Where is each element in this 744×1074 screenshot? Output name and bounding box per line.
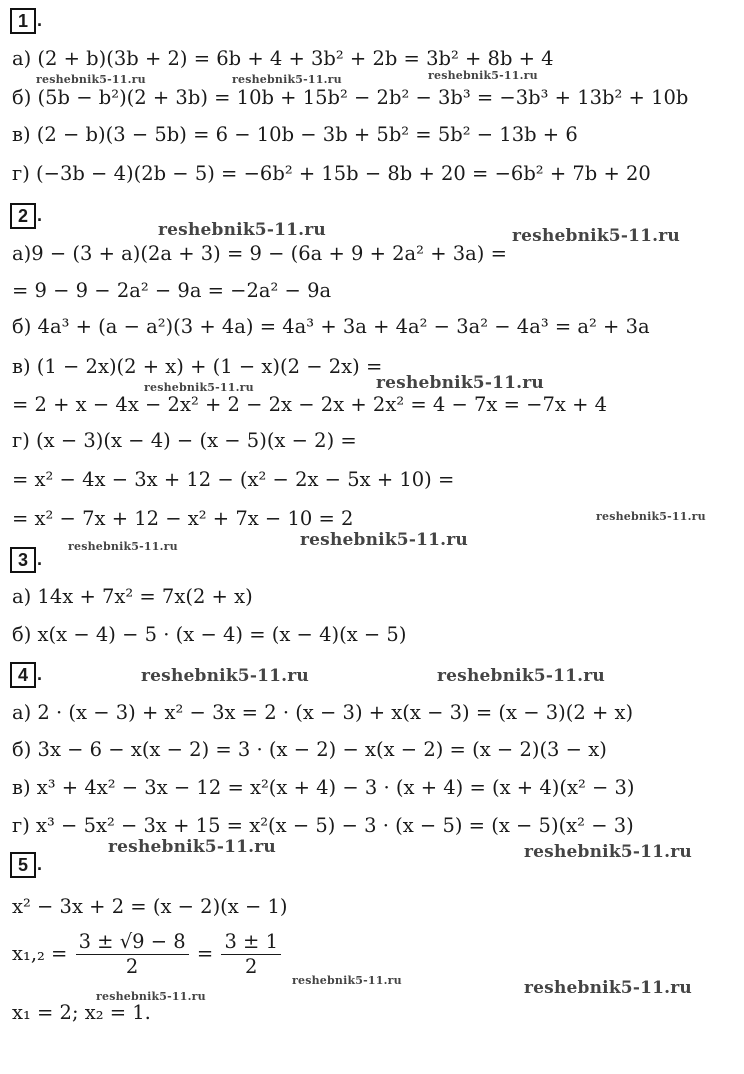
solution-line: а)9 − (3 + a)(2a + 3) = 9 − (6a + 9 + 2a² + 3a) = [12,242,507,265]
solution-line: = 9 − 9 − 2a² − 9a = −2a² − 9a [12,279,332,302]
watermark: reshebnik5-11.ru [144,381,254,394]
section-number-4: 4 [10,662,36,688]
equals-sign: = [196,942,214,965]
solution-line: x₁ = 2; x₂ = 1. [12,1001,151,1024]
section-dot: . [37,10,43,30]
fraction [221,930,281,979]
watermark: reshebnik5-11.ru [512,226,680,246]
section-dot: . [37,664,43,684]
watermark: reshebnik5-11.ru [596,510,706,523]
solution-line: а) 14x + 7x² = 7x(2 + x) [12,585,253,608]
solution-line: б) (5b − b²)(2 + 3b) = 10b + 15b² − 2b² − 3b³ = −3b³ + 13b² + 10b [12,86,689,109]
watermark: reshebnik5-11.ru [524,978,692,998]
watermark: reshebnik5-11.ru [300,530,468,550]
watermark: reshebnik5-11.ru [428,69,538,82]
solution-line: = 2 + x − 4x − 2x² + 2 − 2x − 2x + 2x² = 4 − 7x = −7x + 4 [12,393,608,416]
watermark: reshebnik5-11.ru [437,666,605,686]
fraction-numerator: 3 ± √9 − 8 [76,930,189,955]
watermark: reshebnik5-11.ru [108,837,276,857]
watermark: reshebnik5-11.ru [292,974,402,987]
section-dot: . [37,549,43,569]
watermark: reshebnik5-11.ru [232,73,342,86]
watermark: reshebnik5-11.ru [158,220,326,240]
watermark: reshebnik5-11.ru [376,373,544,393]
roots-label: x₁,₂ = [12,942,68,965]
section-number-2: 2 [10,203,36,229]
solution-line: б) 4a³ + (a − a²)(3 + 4a) = 4a³ + 3a + 4a² − 3a² − 4a³ = a² + 3a [12,315,650,338]
watermark: reshebnik5-11.ru [36,73,146,86]
solution-line: в) (1 − 2x)(2 + x) + (1 − x)(2 − 2x) = [12,355,383,378]
watermark: reshebnik5-11.ru [68,540,178,553]
fraction [76,930,189,979]
watermark: reshebnik5-11.ru [524,842,692,862]
watermark: reshebnik5-11.ru [96,990,206,1003]
solution-line: б) x(x − 4) − 5 · (x − 4) = (x − 4)(x − 5) [12,623,407,646]
section-dot: . [37,205,43,225]
section-dot: . [37,854,43,874]
quadratic-roots-formula [12,930,283,979]
fraction-denominator: 2 [245,955,258,978]
section-number-1: 1 [10,8,36,34]
fraction-numerator: 3 ± 1 [221,930,281,955]
solution-line: а) (2 + b)(3b + 2) = 6b + 4 + 3b² + 2b = 3b² + 8b + 4 [12,47,554,70]
solution-line: г) (−3b − 4)(2b − 5) = −6b² + 15b − 8b + 20 = −6b² + 7b + 20 [12,162,651,185]
solution-line: в) x³ + 4x² − 3x − 12 = x²(x + 4) − 3 · (x + 4) = (x + 4)(x² − 3) [12,776,635,799]
solution-line: б) 3x − 6 − x(x − 2) = 3 · (x − 2) − x(x − 2) = (x − 2)(3 − x) [12,738,607,761]
solution-line: г) (x − 3)(x − 4) − (x − 5)(x − 2) = [12,429,357,452]
solution-line: а) 2 · (x − 3) + x² − 3x = 2 · (x − 3) + x(x − 3) = (x − 3)(2 + x) [12,701,634,724]
section-number-3: 3 [10,547,36,573]
fraction-denominator: 2 [125,955,139,978]
solution-line: = x² − 4x − 3x + 12 − (x² − 2x − 5x + 10) = [12,468,455,491]
watermark: reshebnik5-11.ru [141,666,309,686]
solution-line: = x² − 7x + 12 − x² + 7x − 10 = 2 [12,507,354,530]
solution-line: г) x³ − 5x² − 3x + 15 = x²(x − 5) − 3 · (x − 5) = (x − 5)(x² − 3) [12,814,634,837]
solution-line: в) (2 − b)(3 − 5b) = 6 − 10b − 3b + 5b² = 5b² − 13b + 6 [12,123,578,146]
solution-line: x² − 3x + 2 = (x − 2)(x − 1) [12,895,288,918]
section-number-5: 5 [10,852,36,878]
